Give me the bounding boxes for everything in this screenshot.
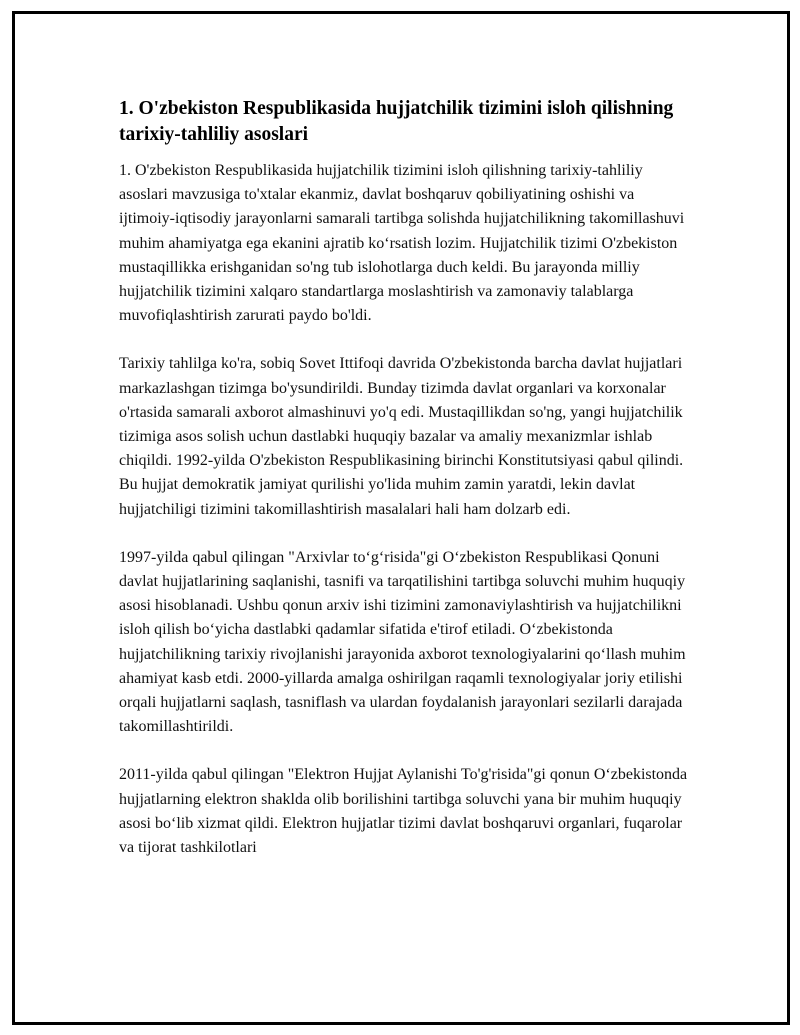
paragraph: 1997-yilda qabul qilingan "Arxivlar toʻgʻrisida"gi Oʻzbekiston Respublikasi Qonuni davlat hujjatlarining saqlanishi, tasnifi va tarqatilishini tartibga soluvchi muhim huquqiy asosi hisoblanadi. Ushbu qonun arxiv ishi tizimini zamonaviylashtirish va hujjatchilikni isloh qilish boʻyicha dastlabki qadamlar sifatida e'tirof etiladi. Oʻzbekistonda hujjatchilikning tarixiy rivojlanishi jarayonida axborot texnologiyalarini qoʻllash muhim ahamiyat kasb etdi. 2000-yillarda amalga oshirilgan raqamli texnologiyalar joriy etilishi orqali hujjatlarni saqlash, tasniflash va ulardan foydalanish jarayonlari sezilarli darajada takomillashtirildi.	[119, 548, 686, 736]
paragraph: 2011-yilda qabul qilingan "Elektron Hujjat Aylanishi To'g'risida"gi qonun Oʻzbekistonda hujjatlarning elektron shaklda olib borilishini tartibga soluvchi yana bir muhim huquqiy asosi boʻlib xizmat qildi. Elektron hujjatlar tizimi davlat boshqaruvi organlari, fuqarolar va tijorat tashkilotlari	[119, 766, 688, 857]
paragraph: Tarixiy tahlilga ko'ra, sobiq Sovet Ittifoqi davrida O'zbekistonda barcha davlat hujjatlari markazlashgan tizimga bo'ysundirildi. Bunday tizimda davlat organlari va korxonalar o'rtasida samarali axborot almashinuvi yo'q edi. Mustaqillikdan so'ng, yangi hujjatchilik tizimiga asos solish uchun dastlabki huquqiy bazalar va amaliy mexanizmlar ishlab chiqildi. 1992-yilda O'zbekiston Respublikasining birinchi Konstitutsiyasi qabul qilindi. Bu hujjat demokratik jamiyat qurilishi yo'lida muhim zamin yaratdi, lekin davlat hujjatchiligi tizimini takomillashtirish masalalari hali ham dolzarb edi.	[119, 355, 684, 518]
paragraph: 1. O'zbekiston Respublikasida hujjatchilik tizimini isloh qilishning tarixiy-tahliliy asoslari mavzusiga to'xtalar ekanmiz, davlat boshqaruv qobiliyatining oshishi va ijtimoiy-iqtisodiy jarayonlarni samarali tartibga solishda hujjatchilikning takomillashuvi muhim ahamiyatga ega ekanini ajratib koʻrsatish lozim. Hujjatchilik tizimi O'zbekiston mustaqillikka erishganidan so'ng tub islohotlarga duch keldi. Bu jarayonda milliy hujjatchilik tizimini xalqaro standartlarga moslashtirish va zamonaviy talablarga muvofiqlashtirish zarurati paydo bo'ldi.	[119, 162, 685, 325]
document-title: 1. O'zbekiston Respublikasida hujjatchilik tizimini isloh qilishning tarixiy-tahliliy asoslari	[119, 98, 674, 145]
document-page	[12, 11, 790, 1025]
document-body	[119, 96, 691, 884]
